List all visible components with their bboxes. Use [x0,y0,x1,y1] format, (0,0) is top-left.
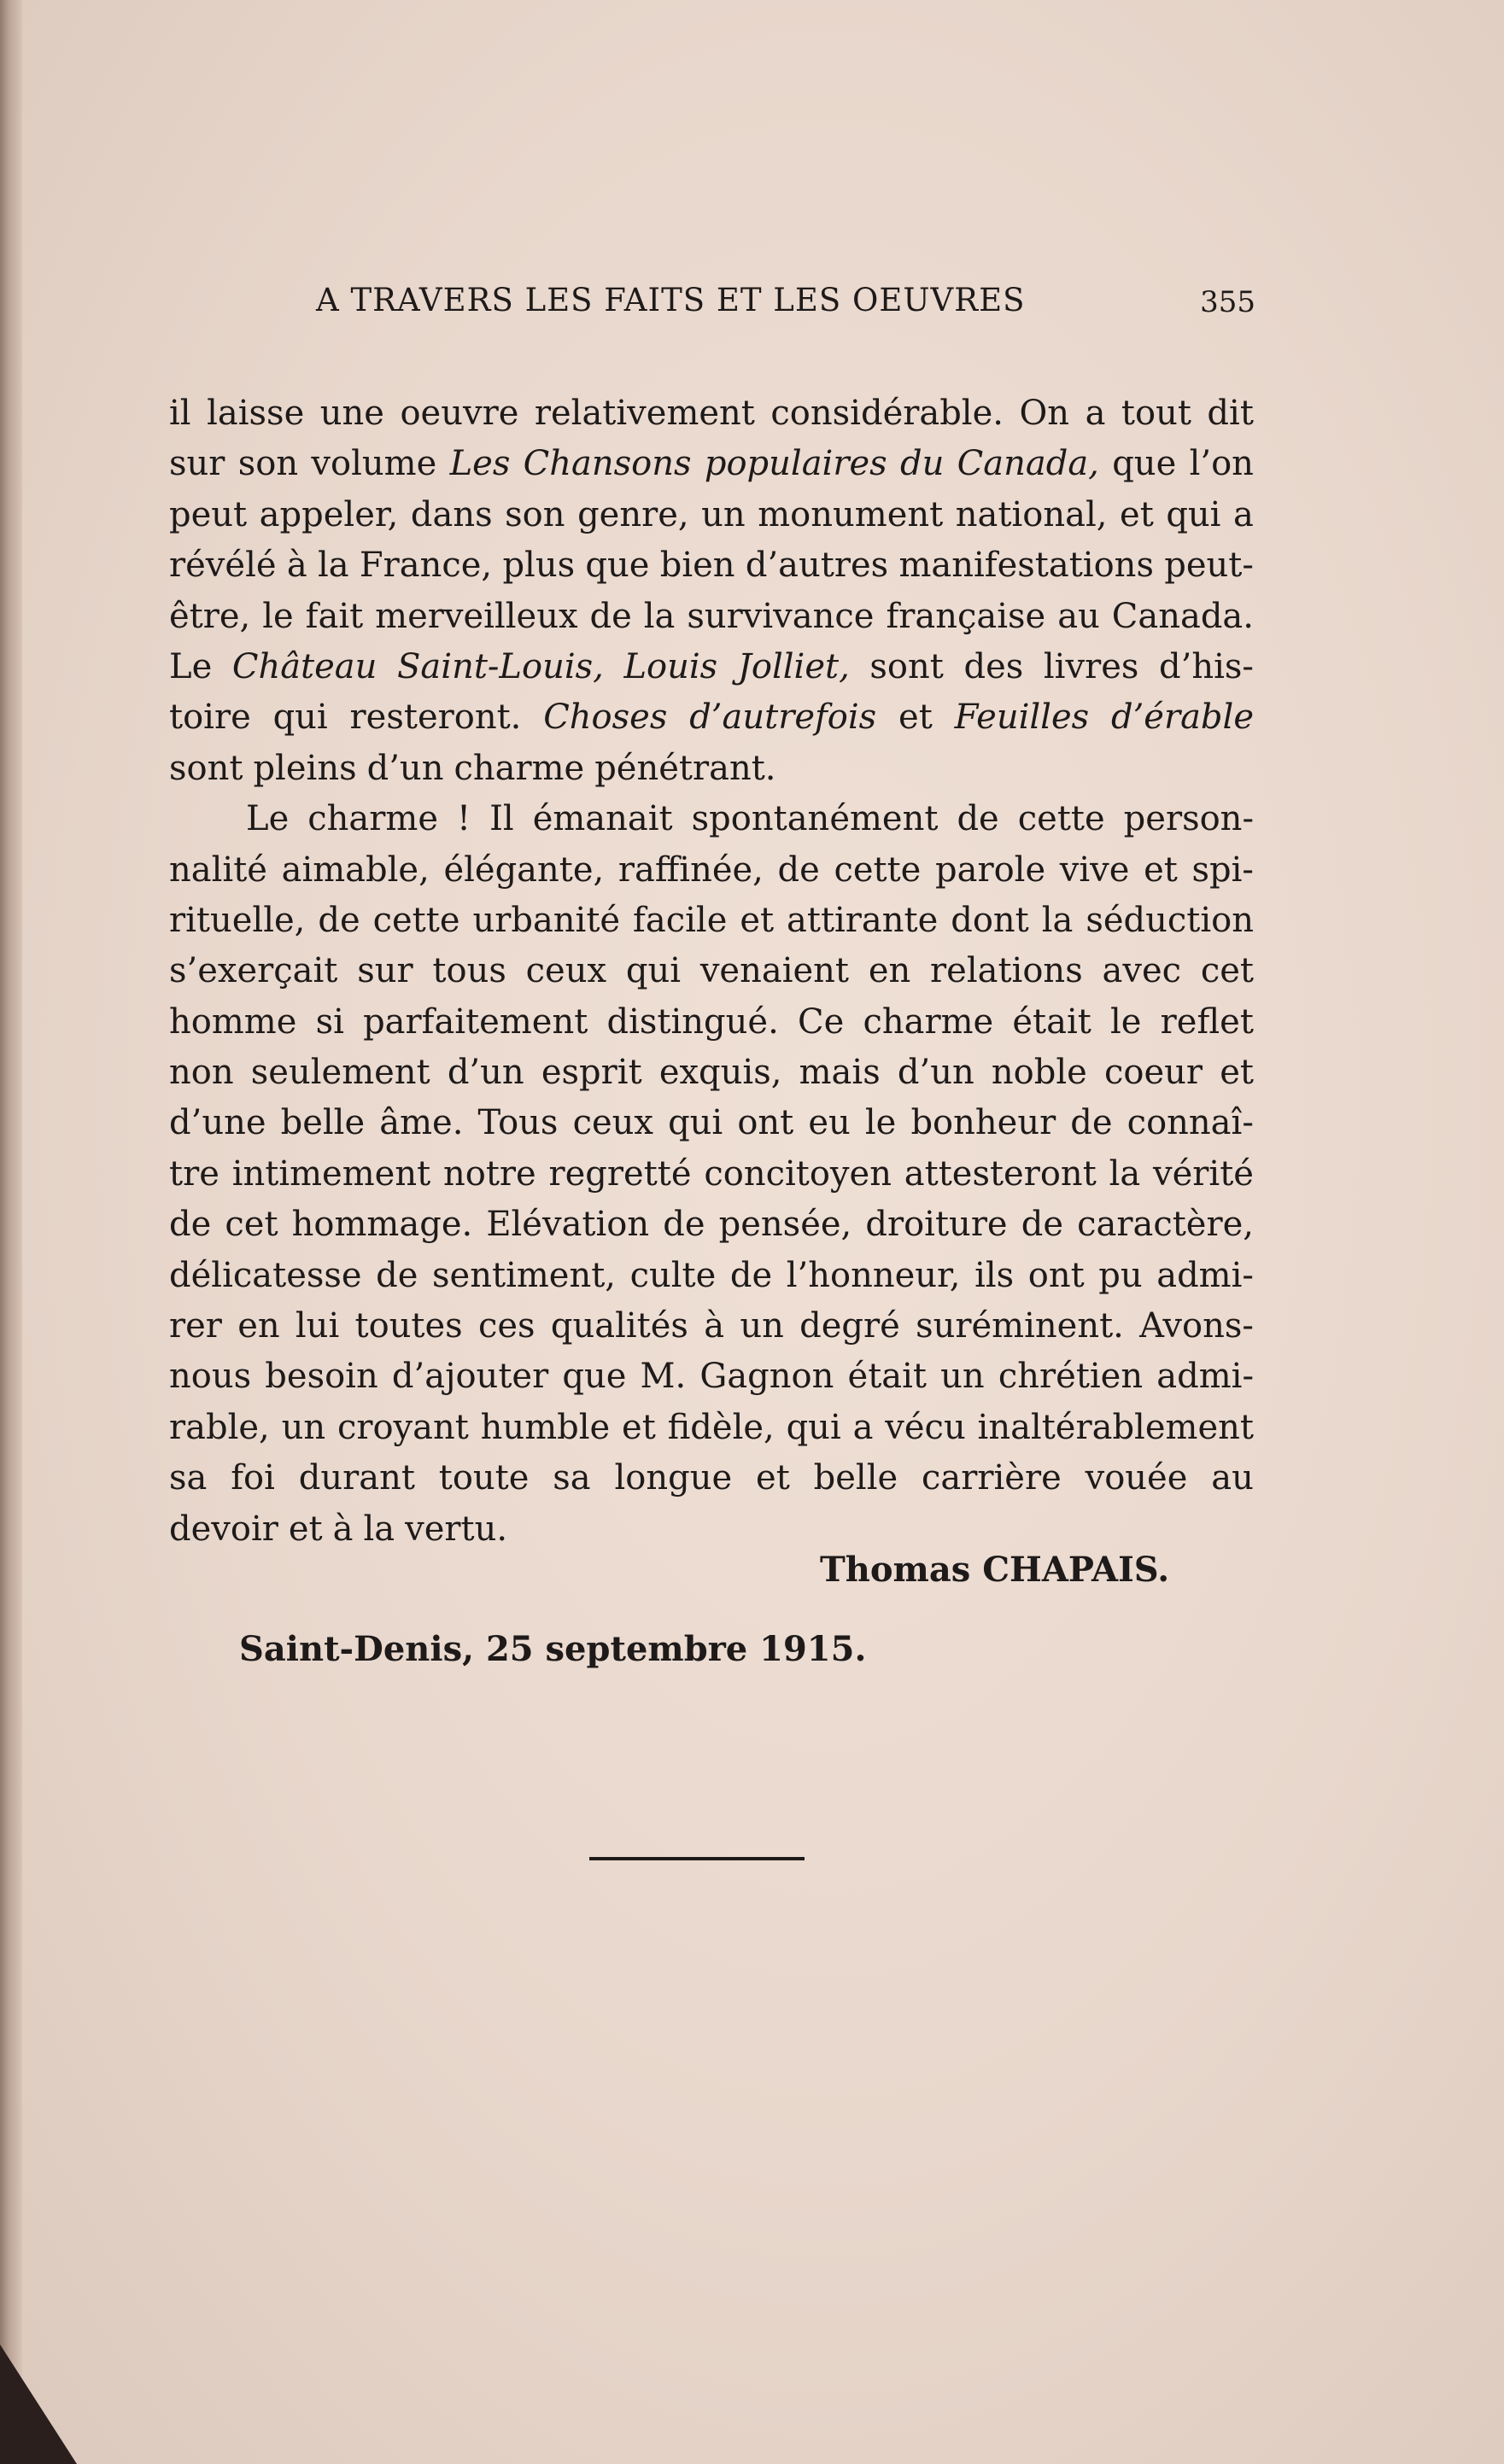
word: son [237,444,299,484]
word: non [169,1053,234,1093]
word: manifestations [898,546,1154,586]
word: si [315,1001,344,1042]
text-line [169,1149,1254,1200]
word: notre [442,1153,536,1194]
word: toute [438,1458,530,1498]
word: qualités [550,1306,688,1346]
word: de [376,1255,418,1295]
running-title: A TRAVERS LES FAITS ET LES OEUVRES [316,282,1026,318]
word: relativement [534,394,755,433]
word: était [1012,1001,1091,1042]
word: Elévation [486,1205,650,1245]
word: sa [169,1458,208,1498]
word: vive [1059,850,1130,890]
word: fait [305,596,364,636]
word: d’autrefois [689,698,877,738]
word: vertu. [405,1509,508,1549]
word: que [1112,444,1177,484]
word: belle [280,1103,366,1143]
word: des [963,646,1024,686]
word: avec [1102,951,1182,991]
word: qui [786,1407,841,1447]
word: rable, [169,1407,270,1447]
word: inaltérablement [977,1407,1254,1447]
word: au [1057,596,1100,636]
word: devoir [169,1509,278,1549]
word: cette [372,900,460,940]
word: mais [799,1053,881,1093]
text-line [169,1453,1254,1504]
word: d’une [169,1103,266,1143]
word: et [1144,850,1178,890]
word: pensée, [718,1205,852,1245]
word: dont [951,900,1029,940]
word: toire [169,698,251,738]
word: d’un [366,748,444,788]
word: pu [1098,1255,1143,1295]
word: la [1041,900,1074,940]
word: toutes [354,1306,463,1346]
word: eu [808,1103,851,1143]
word: nous [169,1357,252,1397]
word: rituelle, [169,900,306,940]
word: Gagnon [699,1357,834,1397]
word: à [332,1509,354,1549]
word: a [1233,494,1254,534]
word: plus [502,546,576,586]
word: relations [930,951,1083,991]
word: raffinée, [617,850,764,890]
word: le [262,596,294,636]
word: du [899,444,945,484]
word: à [286,546,307,586]
word: un [940,1357,985,1397]
text-line [169,1504,1254,1555]
end-rule [589,1857,805,1860]
word: populaires [704,444,887,484]
word: sentiment, [432,1255,617,1295]
text-line [169,540,1254,591]
word: livres [1043,646,1139,686]
word: On [1019,394,1070,433]
word: parfaitement [363,1001,588,1042]
word: Avons- [1139,1306,1254,1346]
text-line [169,744,1254,794]
word: sont [869,646,944,686]
word: française [886,596,1046,636]
word: ! [457,799,471,839]
text-line [169,946,1254,996]
word: national, [955,494,1108,534]
word: longue [614,1458,733,1498]
word: âme. [379,1103,464,1143]
text-line [169,997,1254,1048]
word: et [1220,1053,1254,1093]
word: esprit [541,1053,642,1093]
word: d’érable [1110,698,1254,738]
word: qui [1166,494,1221,534]
text-line [169,490,1254,540]
text-line [169,1352,1254,1402]
word: concitoyen [704,1153,892,1194]
word: genre, [577,494,689,534]
word: vécu [885,1407,966,1447]
word: Tous [477,1103,559,1143]
word: de [663,1205,705,1245]
word: dans [410,494,493,534]
word: admi- [1156,1255,1254,1295]
word: en [868,951,911,991]
word: attesteront [904,1153,1097,1194]
text-line [169,1200,1254,1250]
word: ils [974,1255,1015,1295]
word: s’exerçait [169,951,338,991]
word: Il [489,799,514,839]
word: reflet [1160,1001,1254,1042]
word: était [847,1357,928,1397]
word: d’un [447,1053,524,1093]
word: fidèle, [667,1407,775,1447]
word: charme [863,1001,994,1042]
word: dit [1207,394,1254,433]
text-line [169,794,1254,844]
word: séduction [1086,900,1254,940]
word: et [1120,494,1154,534]
word: venaient [699,951,850,991]
word: son [505,494,565,534]
word: Choses [543,698,668,738]
text-line [169,1098,1254,1148]
word: et [622,1407,656,1447]
word: ceux [525,951,607,991]
word: élégante, [443,850,605,890]
text-line [169,1403,1254,1453]
page-header [316,282,1255,333]
word: cette [1017,799,1105,839]
word: laisse [207,394,305,433]
word: être, [169,596,251,636]
word: de [729,1255,773,1295]
word: le [864,1103,897,1143]
word: durant [298,1458,415,1498]
word: charme [307,799,438,839]
text-line [169,845,1254,896]
word: l’on [1189,444,1254,484]
word: caractère, [1077,1205,1254,1245]
word: Ce [797,1001,845,1042]
word: qui [272,698,328,738]
word: ces [477,1306,535,1346]
word: de [589,596,632,636]
word: resteront. [349,698,522,738]
word: il [169,394,191,433]
word: délicatesse [169,1255,362,1295]
word: et [898,698,933,738]
word: hommage. [291,1205,473,1245]
author-signature: Thomas CHAPAIS. [820,1550,1170,1590]
word: pénétrant. [594,748,776,788]
word: Château [231,646,377,686]
text-line [169,692,1254,743]
word: considérable. [770,394,1004,433]
word: charme [454,748,585,788]
word: a [852,1407,874,1447]
word: tre [169,1153,219,1194]
word: la [317,546,349,586]
text-line [169,896,1254,946]
word: spi- [1191,850,1254,890]
word: ont [1027,1255,1085,1295]
word: suréminent. [916,1306,1124,1346]
place-date-line: Saint-Denis, 25 septembre 1915. [239,1629,867,1669]
word: d’un [897,1053,974,1093]
word: tous [432,951,506,991]
word: exquis, [658,1053,782,1093]
word: vérité [1153,1153,1254,1194]
word: vouée [1085,1458,1188,1498]
word: culte [629,1255,717,1295]
text-line [169,388,1254,439]
word: Saint-Louis, [397,646,604,686]
word: de [777,850,820,890]
word: bien [659,546,735,586]
word: connaî- [1127,1103,1254,1143]
word: une [319,394,384,433]
word: ont [737,1103,794,1143]
word: cet [225,1205,278,1245]
word: qui [625,951,682,991]
word: admi- [1156,1357,1254,1397]
word: bonheur [910,1103,1056,1143]
word: survivance [687,596,875,636]
word: Les [449,444,511,484]
word: Chansons [523,444,692,484]
word: humble [480,1407,611,1447]
word: cette [834,850,922,890]
word: urbanité [472,900,621,940]
word: Canada. [1111,596,1254,636]
word: attirante [787,900,939,940]
word: d’ajouter [391,1357,549,1397]
word: homme [169,1001,297,1042]
word: et [756,1458,790,1498]
word: person- [1123,799,1254,839]
word: la [363,1509,395,1549]
word: sont [169,748,243,788]
word: regretté [548,1153,692,1194]
text-line [169,439,1254,489]
text-line [169,642,1254,692]
word: d’his- [1159,646,1254,686]
word: tout [1121,394,1191,433]
word: un [740,1306,784,1346]
body-text [169,388,1254,1555]
word: carrière [922,1458,1062,1498]
text-line [169,1251,1254,1301]
word: distingué. [606,1001,779,1042]
book-spine-shadow [0,0,22,2464]
word: révélé [169,546,277,586]
word: qui [668,1103,723,1143]
word: facile [633,900,728,940]
word: le [1110,1001,1142,1042]
word: rer [169,1306,222,1346]
word: appeler, [259,494,399,534]
word: peut [169,494,248,534]
word: belle [813,1458,898,1498]
word: aimable, [281,850,430,890]
word: Le [246,799,290,839]
word: Louis [623,646,718,686]
word: cet [1200,951,1254,991]
word: l’honneur, [786,1255,961,1295]
word: de [1070,1103,1113,1143]
word: droiture [865,1205,1008,1245]
word: croyant [336,1407,469,1447]
word: nalité [169,850,267,890]
word: intimement [231,1153,431,1194]
word: monument [758,494,944,534]
word: merveilleux [375,596,578,636]
word: besoin [265,1357,378,1397]
page-number: 355 [1200,285,1255,319]
word: d’autres [745,546,889,586]
word: à [704,1306,725,1346]
word: de [957,799,999,839]
word: chrétien [998,1357,1144,1397]
word: ceux [572,1103,653,1143]
word: parole [935,850,1046,890]
word: France, [359,546,493,586]
word: volume [311,444,437,484]
word: oeuvre [400,394,519,433]
word: Le [169,646,213,686]
word: degré [799,1306,900,1346]
word: un [701,494,746,534]
page-corner-shadow [0,2344,77,2464]
word: Jolliet, [737,646,850,686]
word: la [643,596,676,636]
word: coeur [1104,1053,1203,1093]
word: noble [991,1053,1087,1093]
word: que [585,546,650,586]
word: pleins [253,748,357,788]
word: émanait [532,799,673,839]
word: en [237,1306,280,1346]
word: seulement [250,1053,430,1093]
word: Feuilles [954,698,1090,738]
word: Canada, [957,444,1099,484]
word: un [281,1407,326,1447]
word: de [169,1205,212,1245]
word: de [318,900,360,940]
text-line [169,1301,1254,1352]
word: et [740,900,775,940]
word: de [1021,1205,1063,1245]
word: sa [553,1458,591,1498]
word: M. [640,1357,687,1397]
word: que [562,1357,627,1397]
word: la [1109,1153,1141,1194]
word: au [1211,1458,1254,1498]
word: lui [295,1306,340,1346]
text-line [169,592,1254,642]
word: peut- [1164,546,1254,586]
word: a [1085,394,1106,433]
word: sur [169,444,225,484]
text-line [169,1048,1254,1098]
word: sur [357,951,413,991]
word: et [288,1509,323,1549]
word: spontanément [691,799,939,839]
word: foi [231,1458,275,1498]
